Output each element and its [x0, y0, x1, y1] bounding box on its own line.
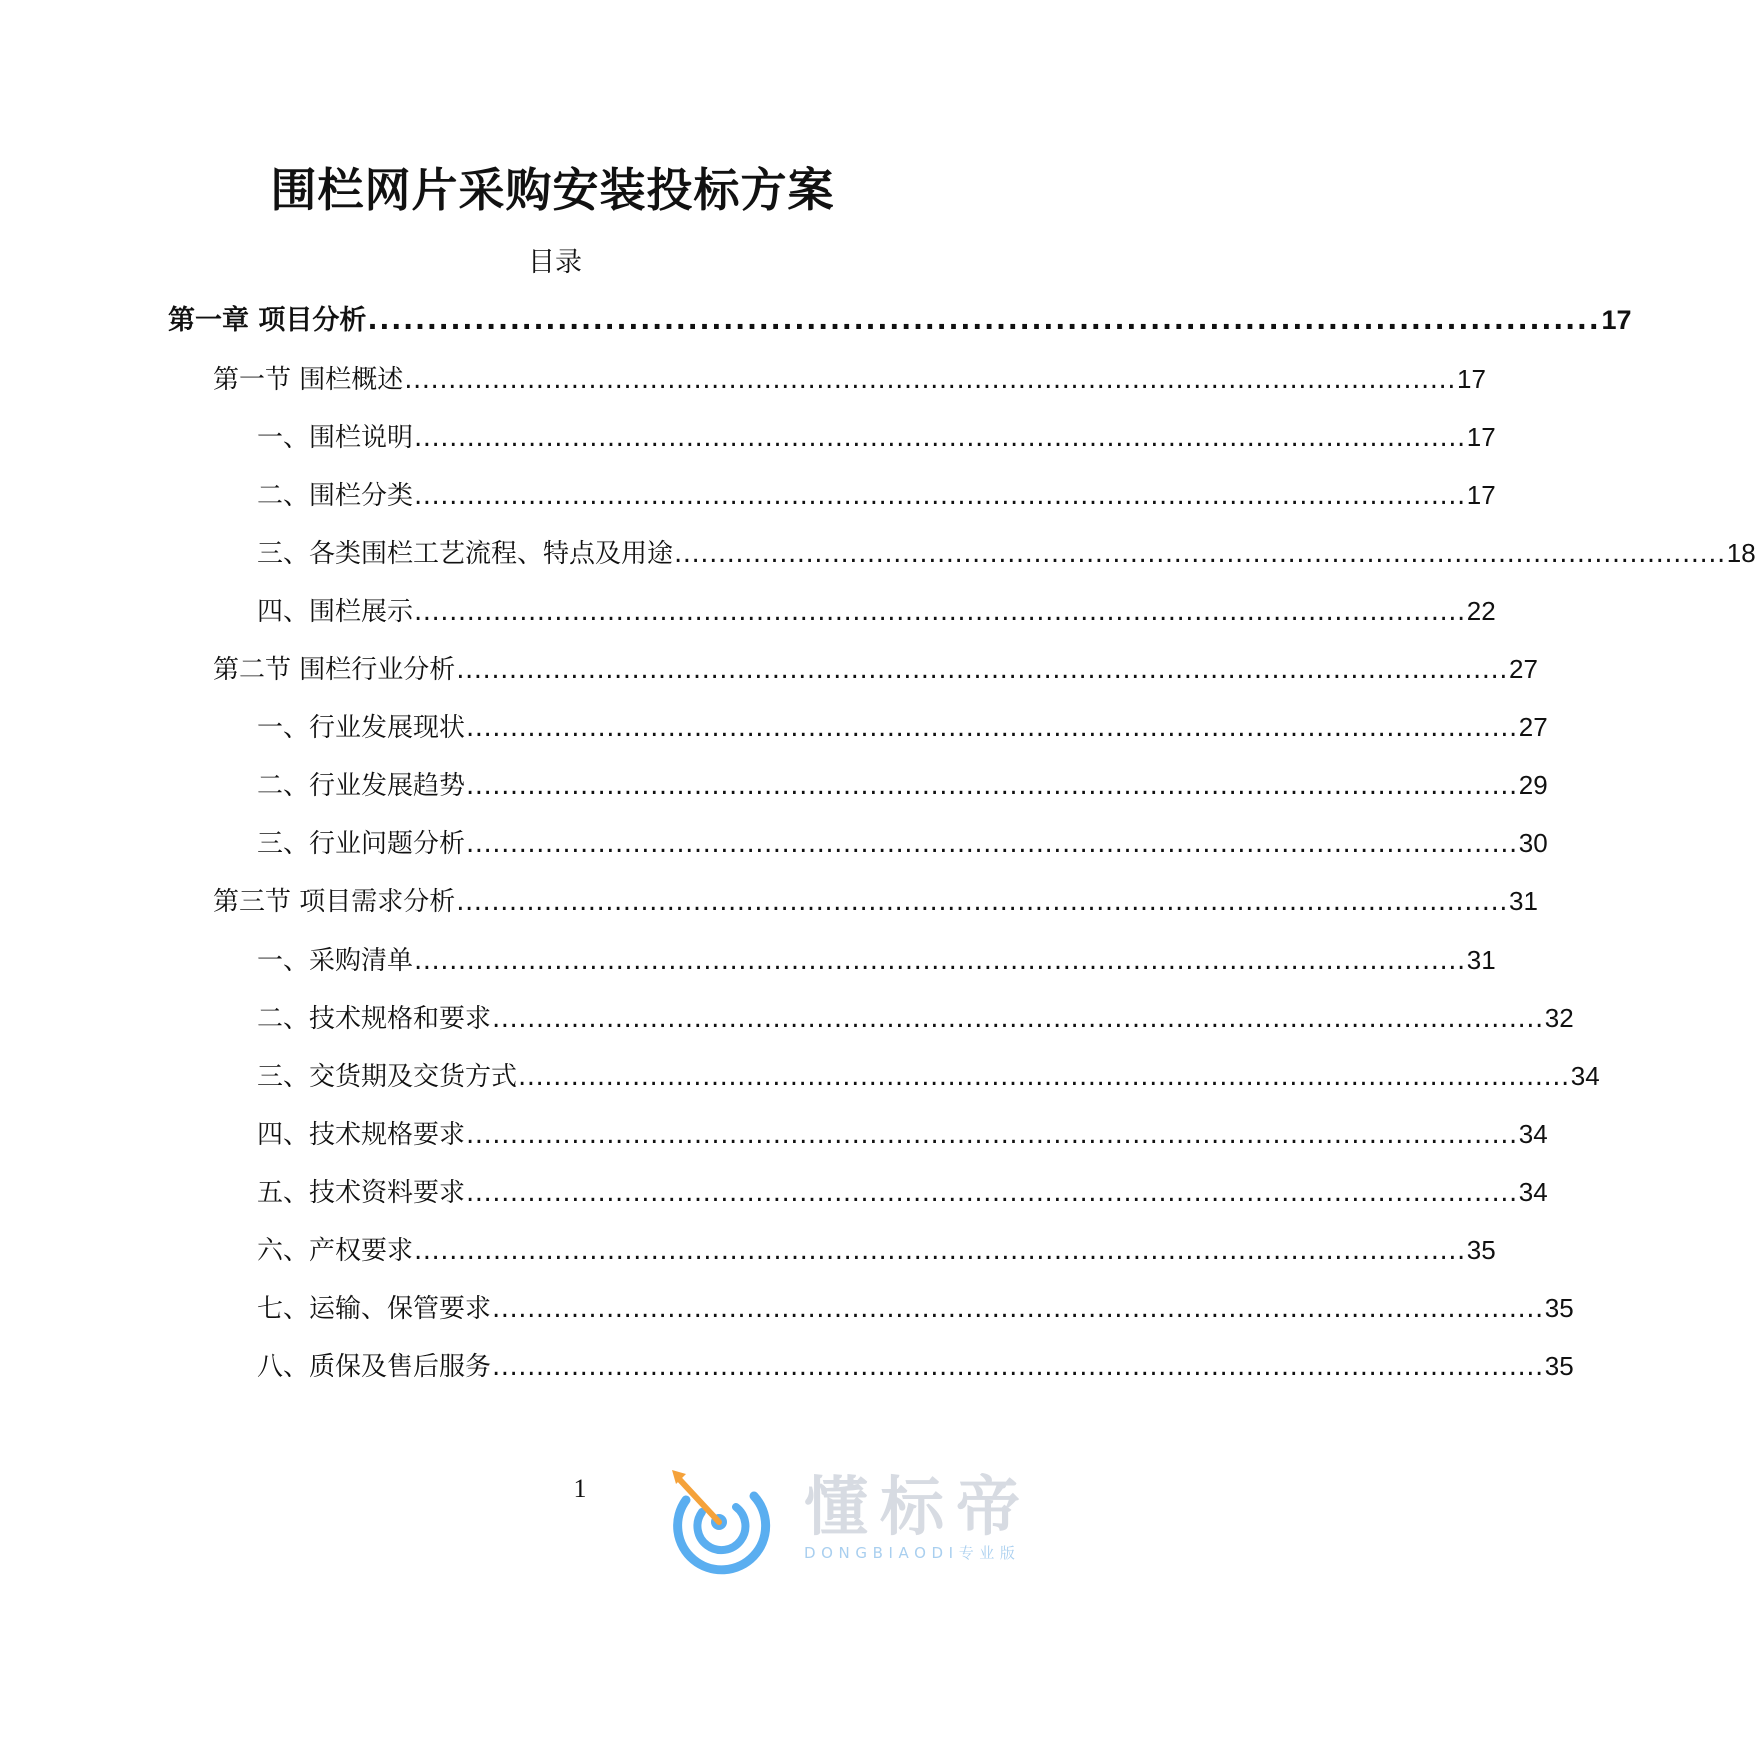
- toc-leader-dots: ........................................................................................................................: [466, 1178, 1518, 1208]
- toc-entry-title: 三、各类围栏工艺流程、特点及用途: [257, 539, 674, 569]
- toc-leader-dots: ........................................................................................................................: [466, 771, 1518, 801]
- toc-entry-title: 第一章 项目分析: [168, 305, 367, 336]
- toc-leader-dots: ........................................................................................................................: [674, 539, 1726, 569]
- toc-entry-page: 27: [1509, 654, 1538, 684]
- toc-entry-item[interactable]: [257, 707, 1548, 747]
- toc-entry-page: 34: [1570, 1061, 1600, 1091]
- toc-leader-dots: ........................................................................................................................: [414, 597, 1466, 627]
- toc-leader-dots: ........................................................................................................................: [492, 1004, 1544, 1034]
- toc-entry-title: 一、采购清单: [257, 946, 414, 976]
- toc-entry-page: 29: [1518, 770, 1548, 800]
- toc-entry-page: 17: [1466, 422, 1496, 452]
- toc-entry-title: 五、技术资料要求: [257, 1178, 466, 1208]
- toc-leader-dots: ........................................................................................................................: [456, 655, 1509, 685]
- toc-entry-title: 第一节 围栏概述: [213, 365, 404, 395]
- toc-entry-page: 18: [1726, 538, 1756, 568]
- toc-leader-dots: ........................................................................................................................: [414, 423, 1466, 453]
- toc-entry-item[interactable]: [257, 998, 1574, 1038]
- toc-entry-page: 17: [1601, 305, 1632, 335]
- toc-leader-dots: ........................................................................................................................: [466, 1120, 1518, 1150]
- toc-entry-title: 六、产权要求: [257, 1236, 414, 1266]
- toc-entry-page: 27: [1518, 712, 1548, 742]
- watermark-brand-name: 懂标帝: [804, 1471, 1032, 1545]
- toc-leader-dots: ........................................................................................................................: [466, 829, 1518, 859]
- target-logo-icon: [662, 1462, 777, 1567]
- toc-leader-dots: ........................................................................................................................: [492, 1352, 1544, 1382]
- toc-entry-section[interactable]: [213, 881, 1538, 921]
- toc-entry-title: 七、运输、保管要求: [257, 1294, 492, 1324]
- toc-entry-item[interactable]: [257, 1056, 1600, 1096]
- toc-leader-dots: ........................................................................................................................: [414, 1236, 1466, 1266]
- toc-entry-title: 一、围栏说明: [257, 423, 414, 453]
- toc-entry-title: 二、围栏分类: [257, 481, 414, 511]
- watermark-brand-pinyin: DONGBIAODI专业版: [804, 1544, 1021, 1562]
- toc-entry-chapter[interactable]: [168, 300, 1632, 340]
- toc-entry-page: 30: [1518, 828, 1548, 858]
- document-title: 围栏网片采购安装投标方案: [270, 163, 835, 217]
- toc-leader-dots: ........................................................................................................................: [414, 946, 1466, 976]
- toc-entry-item[interactable]: [257, 940, 1496, 980]
- toc-entry-item[interactable]: [257, 823, 1548, 863]
- toc-leader-dots: ........................................................................................................................: [492, 1294, 1544, 1324]
- toc-entry-item[interactable]: [257, 765, 1548, 805]
- toc-entry-section[interactable]: [213, 359, 1486, 399]
- toc-entry-item[interactable]: [257, 1288, 1574, 1328]
- toc-heading: 目录: [528, 247, 582, 278]
- toc-entry-item[interactable]: [257, 475, 1496, 515]
- toc-leader-dots: ........................................................................................................................: [404, 365, 1457, 395]
- toc-entry-section[interactable]: [213, 649, 1538, 689]
- toc-entry-page: 17: [1457, 364, 1486, 394]
- toc-entry-item[interactable]: [257, 1346, 1574, 1386]
- toc-entry-page: 31: [1509, 886, 1538, 916]
- toc-entry-title: 二、行业发展趋势: [257, 771, 466, 801]
- toc-entry-page: 32: [1544, 1003, 1574, 1033]
- toc-leader-dots: ........................................................................................................................: [518, 1062, 1570, 1092]
- toc-entry-page: 35: [1544, 1293, 1574, 1323]
- toc-entry-title: 三、交货期及交货方式: [257, 1062, 518, 1092]
- toc-entry-item[interactable]: [257, 1230, 1496, 1270]
- toc-entry-item[interactable]: [257, 591, 1496, 631]
- toc-entry-title: 第二节 围栏行业分析: [213, 655, 456, 685]
- toc-entry-page: 35: [1544, 1351, 1574, 1381]
- watermark: [662, 1462, 1102, 1567]
- toc-entry-item[interactable]: [257, 1114, 1548, 1154]
- toc-entry-page: 34: [1518, 1119, 1548, 1149]
- toc-entry-page: 17: [1466, 480, 1496, 510]
- toc-leader-dots: ........................................................................................................................: [414, 481, 1466, 511]
- toc-entry-item[interactable]: [257, 417, 1496, 457]
- toc-entry-title: 八、质保及售后服务: [257, 1352, 492, 1382]
- toc-entry-page: 31: [1466, 945, 1496, 975]
- toc-entry-item[interactable]: [257, 1172, 1548, 1212]
- toc-entry-title: 四、技术规格要求: [257, 1120, 466, 1150]
- toc-leader-dots: ........................................................................................................................: [456, 887, 1509, 917]
- toc-entry-title: 一、行业发展现状: [257, 713, 466, 743]
- toc-entry-page: 22: [1466, 596, 1496, 626]
- toc-leader-dots: ........................................................................................................................: [466, 713, 1518, 743]
- toc-entry-page: 34: [1518, 1177, 1548, 1207]
- toc-entry-title: 二、技术规格和要求: [257, 1004, 492, 1034]
- page-number: 1: [573, 1474, 587, 1503]
- toc-entry-item[interactable]: [257, 533, 1756, 573]
- toc-entry-page: 35: [1466, 1235, 1496, 1265]
- toc-entry-title: 四、围栏展示: [257, 597, 414, 627]
- toc-leader-dots: ........................................................................................................: [367, 305, 1601, 336]
- toc-entry-title: 三、行业问题分析: [257, 829, 466, 859]
- toc-entry-title: 第三节 项目需求分析: [213, 887, 456, 917]
